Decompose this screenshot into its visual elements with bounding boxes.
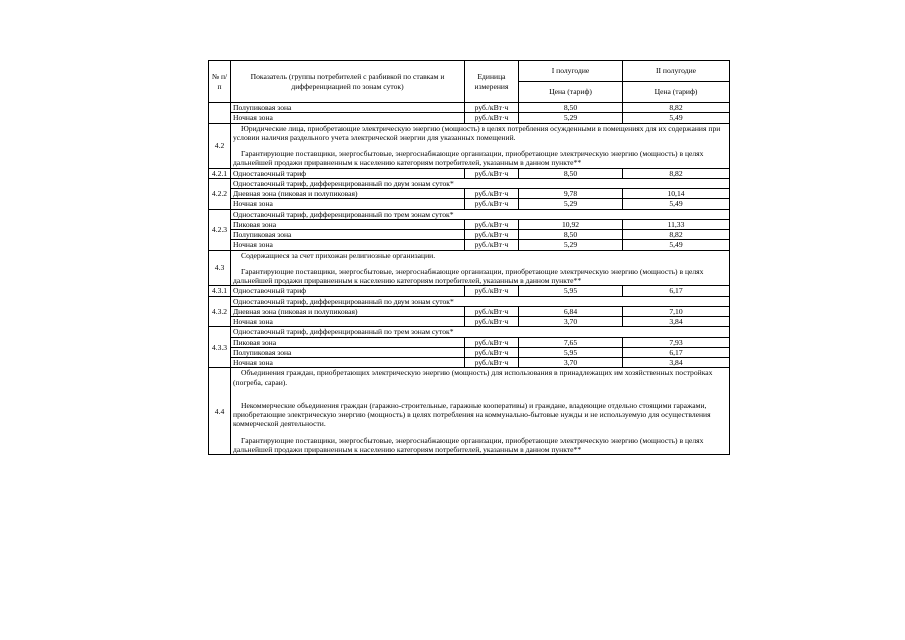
section-paragraph: Содержащиеся за счет прихожан религиозные организации. xyxy=(241,250,436,260)
header-row xyxy=(209,61,730,82)
row-value-h1: 10,92 xyxy=(519,219,623,229)
row-label: Одноставочный тариф xyxy=(231,286,465,296)
header-num: № п/п xyxy=(209,61,231,103)
row-label: Одноставочный тариф xyxy=(231,168,465,178)
row-label: Ночная зона xyxy=(231,199,465,209)
row-label: Ночная зона xyxy=(231,317,465,327)
row-value-h2: 8,82 xyxy=(623,103,730,113)
table-row xyxy=(209,358,730,368)
row-value-h1: 5,29 xyxy=(519,199,623,209)
group-title: Одноставочный тариф, дифференцированный по двум зонам суток* xyxy=(231,178,730,188)
section-num: 4.4 xyxy=(209,368,231,455)
row-value-h2: 8,82 xyxy=(623,168,730,178)
section-paragraph: Гарантирующие поставщики, энергосбытовые, энергоснабжающие организации, приобретающие электрическую энергию (мощность) в целях дальнейшей продажи приравненным к населению категориям потребителей, указанным в данном пункте** xyxy=(233,266,704,285)
row-value-h1: 3,70 xyxy=(519,317,623,327)
row-label: Дневная зона (пиковая и полупиковая) xyxy=(231,189,465,199)
group-title: Одноставочный тариф, дифференцированный по трем зонам суток* xyxy=(231,209,730,219)
row-value-h1: 5,29 xyxy=(519,240,623,250)
row-value-h2: 6,17 xyxy=(623,286,730,296)
row-num: 4.3.3 xyxy=(209,327,231,368)
row-unit: руб./кВт·ч xyxy=(465,240,519,250)
row-unit: руб./кВт·ч xyxy=(465,113,519,123)
table-row xyxy=(209,230,730,240)
row-value-h2: 6,17 xyxy=(623,347,730,357)
section-row-4-3 xyxy=(209,250,730,286)
row-value-h1: 5,95 xyxy=(519,286,623,296)
row-num xyxy=(209,103,231,124)
row-label: Ночная зона xyxy=(231,113,465,123)
group-title-row xyxy=(209,178,730,188)
row-unit: руб./кВт·ч xyxy=(465,230,519,240)
row-label: Полупиковая зона xyxy=(231,230,465,240)
section-description xyxy=(231,368,730,455)
header-half-2: II полугодие xyxy=(623,61,730,82)
section-paragraph: Гарантирующие поставщики, энергосбытовые, энергоснабжающие организации, приобретающие электрическую энергию (мощность) в целях дальнейшей продажи приравненным к населению категориям потребителей, указанным в данном пункте** xyxy=(233,149,704,168)
table-row xyxy=(209,103,730,113)
group-title-row xyxy=(209,296,730,306)
section-num: 4.3 xyxy=(209,250,231,286)
section-paragraph: Некоммерческие объединения граждан (гаражно-строительные, гаражные кооперативы) и граждане, владеющие отдельно стоящими гаражами, приобретающие электрическую энергию (мощность) в целях потребления на коммунально-бытовые нужды и не используемую для осуществления коммерческой деятельности. xyxy=(233,400,711,429)
table-row xyxy=(209,113,730,123)
table-row xyxy=(209,168,730,178)
row-unit: руб./кВт·ч xyxy=(465,337,519,347)
row-value-h1: 7,65 xyxy=(519,337,623,347)
row-value-h1: 3,70 xyxy=(519,358,623,368)
section-num: 4.2 xyxy=(209,123,231,168)
section-paragraph: Объединения граждан, приобретающих электрическую энергию (мощность) для использования в принадлежащих им хозяйственных постройках (погреба, сараи). xyxy=(233,368,713,387)
row-value-h1: 5,95 xyxy=(519,347,623,357)
group-title: Одноставочный тариф, дифференцированный по двум зонам суток* xyxy=(231,296,730,306)
row-unit: руб./кВт·ч xyxy=(465,219,519,229)
row-label: Пиковая зона xyxy=(231,337,465,347)
row-value-h2: 3,84 xyxy=(623,317,730,327)
row-unit: руб./кВт·ч xyxy=(465,103,519,113)
row-num: 4.2.3 xyxy=(209,209,231,250)
row-unit: руб./кВт·ч xyxy=(465,317,519,327)
row-num: 4.2.2 xyxy=(209,178,231,209)
tariff-document xyxy=(208,60,729,455)
row-value-h2: 5,49 xyxy=(623,240,730,250)
header-price-1: Цена (тариф) xyxy=(519,82,623,103)
table-row xyxy=(209,286,730,296)
group-title: Одноставочный тариф, дифференцированный по трем зонам суток* xyxy=(231,327,730,337)
table-row xyxy=(209,317,730,327)
row-value-h2: 5,49 xyxy=(623,113,730,123)
header-indicator: Показатель (группы потребителей с разбивкой по ставкам и дифференциацией по зонам суток) xyxy=(231,61,465,103)
row-unit: руб./кВт·ч xyxy=(465,347,519,357)
row-value-h1: 5,29 xyxy=(519,113,623,123)
row-value-h2: 11,33 xyxy=(623,219,730,229)
table-row xyxy=(209,306,730,316)
header-half-1: I полугодие xyxy=(519,61,623,82)
row-unit: руб./кВт·ч xyxy=(465,358,519,368)
row-value-h2: 10,14 xyxy=(623,189,730,199)
row-value-h2: 7,93 xyxy=(623,337,730,347)
section-row-4-4 xyxy=(209,368,730,455)
row-unit: руб./кВт·ч xyxy=(465,306,519,316)
row-label: Пиковая зона xyxy=(231,219,465,229)
row-value-h1: 8,50 xyxy=(519,168,623,178)
row-label: Ночная зона xyxy=(231,240,465,250)
section-description xyxy=(231,123,730,168)
row-value-h1: 9,78 xyxy=(519,189,623,199)
section-paragraph: Гарантирующие поставщики, энергосбытовые, энергоснабжающие организации, приобретающие электрическую энергию (мощность) в целях дальнейшей продажи приравненным к населению категориям потребителей, указанным в данном пункте** xyxy=(233,435,704,454)
section-description xyxy=(231,250,730,286)
row-value-h2: 7,10 xyxy=(623,306,730,316)
section-row-4-2 xyxy=(209,123,730,168)
row-unit: руб./кВт·ч xyxy=(465,199,519,209)
header-price-2: Цена (тариф) xyxy=(623,82,730,103)
row-unit: руб./кВт·ч xyxy=(465,286,519,296)
tariff-table xyxy=(208,60,730,455)
table-row xyxy=(209,189,730,199)
row-num: 4.3.2 xyxy=(209,296,231,327)
row-label: Дневная зона (пиковая и полупиковая) xyxy=(231,306,465,316)
table-row xyxy=(209,240,730,250)
row-value-h2: 8,82 xyxy=(623,230,730,240)
table-row xyxy=(209,337,730,347)
table-row xyxy=(209,199,730,209)
row-num: 4.3.1 xyxy=(209,286,231,296)
table-row xyxy=(209,219,730,229)
row-label: Полупиковая зона xyxy=(231,103,465,113)
row-unit: руб./кВт·ч xyxy=(465,168,519,178)
section-paragraph: Юридические лица, приобретающие электрическую энергию (мощность) в целях потребления осужденными в помещениях для их содержания при условии наличия раздельного учета электрической энергии для указанных помещений. xyxy=(233,123,721,142)
group-title-row xyxy=(209,209,730,219)
row-label: Полупиковая зона xyxy=(231,347,465,357)
row-unit: руб./кВт·ч xyxy=(465,189,519,199)
row-value-h2: 3,84 xyxy=(623,358,730,368)
row-num: 4.2.1 xyxy=(209,168,231,178)
table-row xyxy=(209,347,730,357)
row-value-h1: 8,50 xyxy=(519,103,623,113)
group-title-row xyxy=(209,327,730,337)
row-label: Ночная зона xyxy=(231,358,465,368)
row-value-h1: 6,84 xyxy=(519,306,623,316)
header-unit: Единица измерения xyxy=(465,61,519,103)
row-value-h1: 8,50 xyxy=(519,230,623,240)
row-value-h2: 5,49 xyxy=(623,199,730,209)
